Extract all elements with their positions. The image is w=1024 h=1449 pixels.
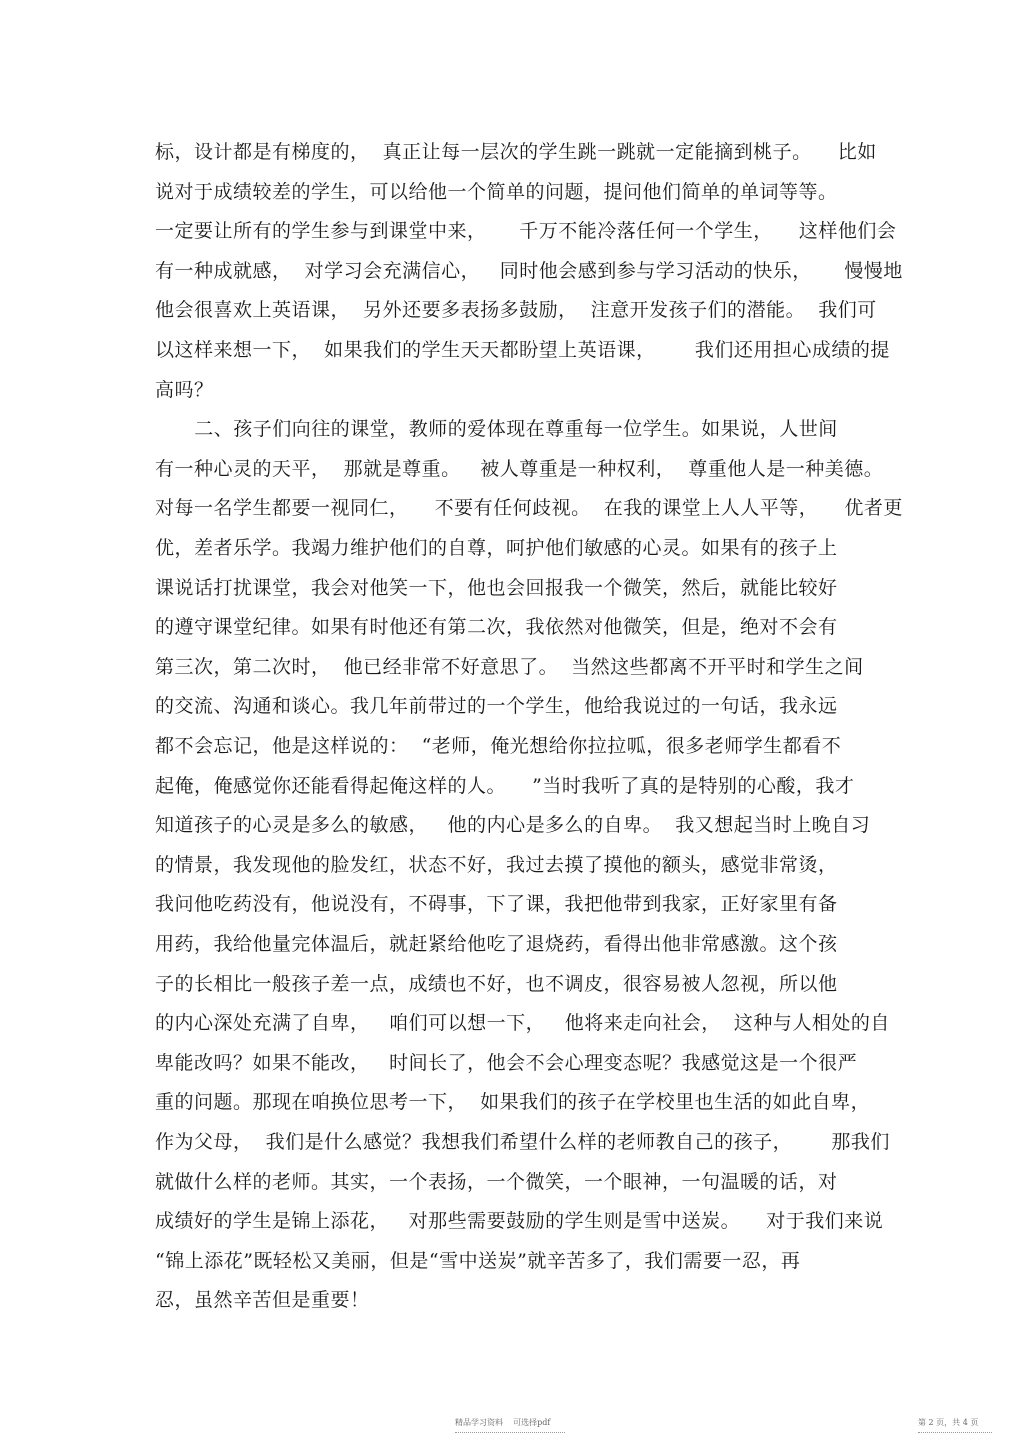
text-line: 的情景，我发现他的脸发红，状态不好，我过去摸了摸他的额头，感觉非常烫，	[155, 854, 838, 876]
text-line: 二、孩子们向往的课堂，教师的爱体现在尊重每一位学生。如果说，人世间	[155, 418, 838, 440]
text-line: 重的问题。那现在咱换位思考一下， 如果我们的孩子在学校里也生活的如此自卑，	[155, 1091, 871, 1113]
text-line: 作为父母， 我们是什么感觉？我想我们希望什么样的老师教自己的孩子， 那我们	[155, 1131, 890, 1153]
text-line: 说对于成绩较差的学生，可以给他一个简单的问题，提问他们简单的单词等等。	[155, 181, 838, 203]
text-line: 都不会忘记，他是这样说的： “老师，俺光想给你拉拉呱，很多老师学生都看不	[155, 735, 842, 757]
text-line: 我问他吃药没有，他说没有，不碍事，下了课，我把他带到我家，正好家里有备	[155, 893, 838, 915]
text-line: 第三次，第二次时， 他已经非常不好意思了。 当然这些都离不开平时和学生之间	[155, 656, 864, 678]
footer-divider-right	[918, 1432, 992, 1433]
text-line: 的遵守课堂纪律。如果有时他还有第二次，我依然对他微笑，但是，绝对不会有	[155, 616, 838, 638]
text-line: 标，设计都是有梯度的， 真正让每一层次的学生跳一跳就一定能摘到桃子。 比如	[155, 141, 877, 163]
text-line: 他会很喜欢上英语课， 另外还要多表扬多鼓励， 注意开发孩子们的潜能。 我们可	[155, 299, 877, 321]
footer-divider	[455, 1432, 565, 1433]
text-line: 以这样来想一下， 如果我们的学生天天都盼望上英语课， 我们还用担心成绩的提	[155, 339, 890, 361]
text-line: 知道孩子的心灵是多么的敏感， 他的内心是多么的自卑。 我又想起当时上晚自习	[155, 814, 871, 836]
text-line: 的内心深处充满了自卑， 咱们可以想一下， 他将来走向社会， 这种与人相处的自	[155, 1012, 890, 1034]
text-line: 成绩好的学生是锦上添花， 对那些需要鼓励的学生则是雪中送炭。 对于我们来说	[155, 1210, 884, 1232]
footer-watermark-text: 精品学习资料 可选择pdf	[455, 1418, 551, 1427]
text-line: “锦上添花”既轻松又美丽，但是“雪中送炭”就辛苦多了，我们需要一忍，再	[155, 1250, 801, 1272]
text-line: 卑能改吗？如果不能改， 时间长了，他会不会心理变态呢？我感觉这是一个很严	[155, 1052, 858, 1074]
text-line: 高吗？	[155, 379, 214, 401]
text-line: 有一种成就感， 对学习会充满信心， 同时他会感到参与学习活动的快乐， 慢慢地	[155, 260, 903, 282]
text-line: 一定要让所有的学生参与到课堂中来， 千万不能冷落任何一个学生， 这样他们会	[155, 220, 897, 242]
page-indicator: 第 2 页，共 4 页	[918, 1418, 979, 1427]
text-line: 对每一名学生都要一视同仁， 不要有任何歧视。 在我的课堂上人人平等， 优者更	[155, 497, 903, 519]
text-line: 忍，虽然辛苦但是重要！	[155, 1289, 370, 1311]
text-line: 用药，我给他量完体温后，就赶紧给他吃了退烧药，看得出他非常感激。这个孩	[155, 933, 838, 955]
text-line: 就做什么样的老师。其实，一个表扬，一个微笑，一个眼神，一句温暖的话，对	[155, 1171, 838, 1193]
text-line: 起俺，俺感觉你还能看得起俺这样的人。 ”当时我听了真的是特别的心酸，我才	[155, 775, 855, 797]
text-line: 课说话打扰课堂，我会对他笑一下，他也会回报我一个微笑，然后，就能比较好	[155, 577, 838, 599]
text-line: 优，差者乐学。我竭力维护他们的自尊，呵护他们敏感的心灵。如果有的孩子上	[155, 537, 838, 559]
text-line: 的交流、沟通和谈心。我几年前带过的一个学生，他给我说过的一句话，我永远	[155, 695, 838, 717]
text-line: 有一种心灵的天平， 那就是尊重。 被人尊重是一种权利， 尊重他人是一种美德。	[155, 458, 884, 480]
text-line: 子的长相比一般孩子差一点，成绩也不好，也不调皮，很容易被人忽视，所以他	[155, 973, 838, 995]
